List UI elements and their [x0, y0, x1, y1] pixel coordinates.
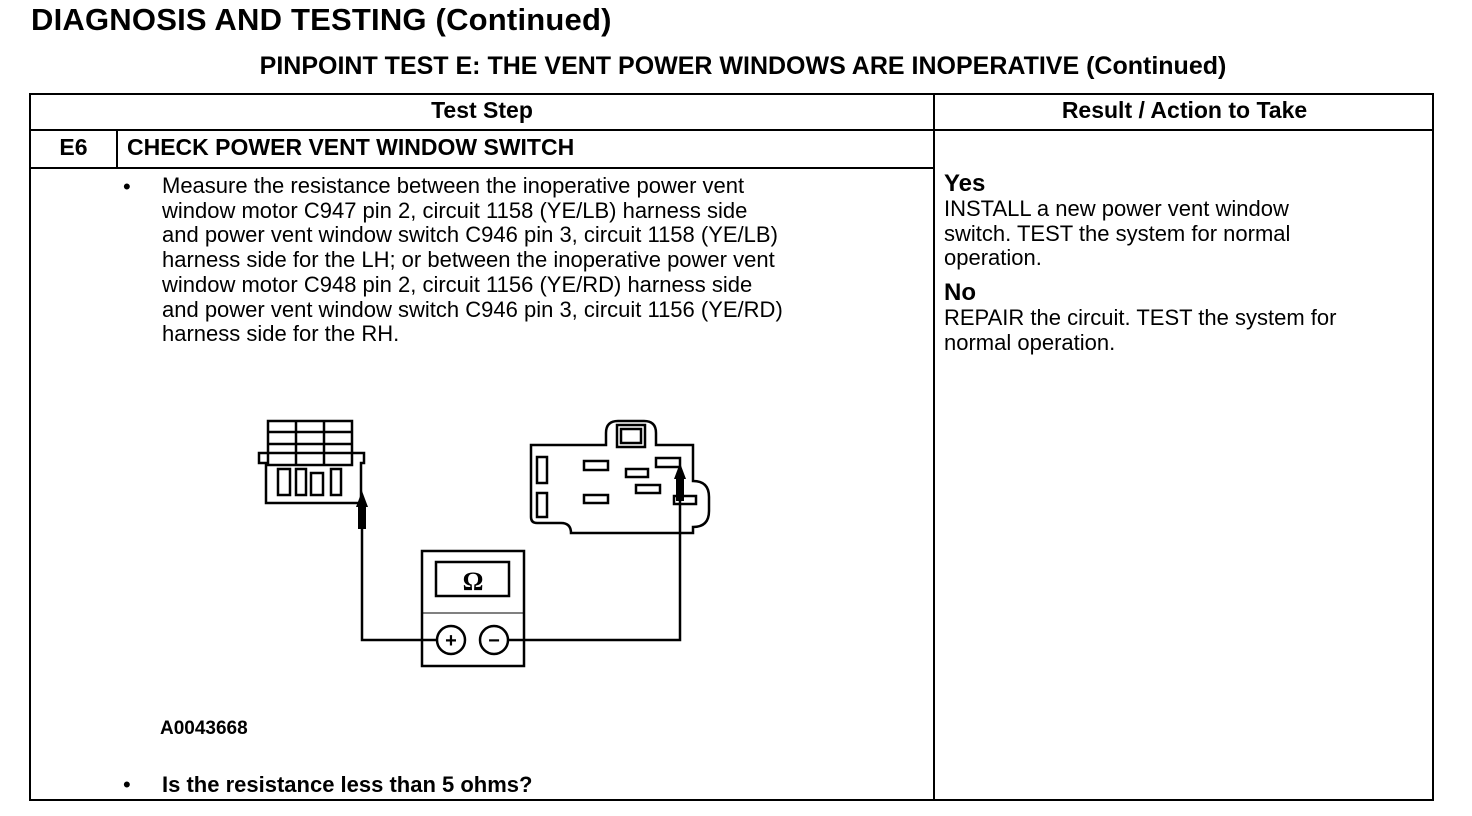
result-line: operation. [944, 245, 1042, 271]
header-result-action: Result / Action to Take [1061, 97, 1308, 123]
pinpoint-test-table [29, 93, 1434, 801]
result-line: INSTALL a new power vent window [944, 196, 1289, 221]
result-no-label: No [944, 279, 976, 306]
result-line: normal operation. [944, 329, 1116, 355]
positive-lead [362, 501, 437, 640]
instruction-line: harness side for the LH; or between the inoperative power vent [162, 247, 775, 273]
figure-id: A0043668 [160, 718, 248, 739]
instruction-line: and power vent window switch C946 pin 3, circuit 1156 (YE/RD) [162, 296, 783, 322]
column-divider [933, 95, 935, 799]
step-id: E6 [59, 134, 88, 160]
plus-terminal-symbol: + [445, 630, 457, 652]
result-yes-text [944, 197, 1424, 271]
instruction-line: harness side for the RH. [162, 321, 400, 347]
pinpoint-test-title: PINPOINT TEST E: THE VENT POWER WINDOWS ARE INOPERATIVE (Continued) [259, 52, 1227, 80]
result-no-text [944, 306, 1424, 355]
negative-lead [508, 471, 680, 640]
header-test-step: Test Step [431, 97, 533, 123]
result-yes [944, 171, 1424, 271]
instruction-line: window motor C947 pin 2, circuit 1158 (YE/LB) harness side [162, 197, 748, 223]
instruction-line: and power vent window switch C946 pin 3, circuit 1158 (YE/LB) [162, 222, 778, 248]
result-line: REPAIR the circuit. TEST the system for [944, 305, 1337, 330]
header-divider [31, 129, 1432, 131]
instruction-line: window motor C948 pin 2, circuit 1156 (YE/RD) harness side [162, 271, 753, 297]
instruction-bullet: • [123, 174, 131, 199]
minus-terminal-symbol: − [488, 630, 500, 652]
test-question: Is the resistance less than 5 ohms? [162, 772, 533, 797]
ohm-symbol: Ω [462, 567, 484, 596]
motor-connector-illustration [259, 421, 364, 503]
page-heading: DIAGNOSIS AND TESTING (Continued) [31, 2, 612, 37]
result-line: switch. TEST the system for normal [944, 220, 1291, 246]
result-yes-label: Yes [944, 170, 986, 197]
step-title: CHECK POWER VENT WINDOW SWITCH [127, 134, 575, 160]
step-title-divider [31, 167, 933, 169]
step-id-divider [116, 129, 118, 167]
instruction-line: Measure the resistance between the inoperative power vent [162, 173, 745, 198]
instruction-text [162, 174, 922, 347]
result-no [944, 280, 1424, 355]
ohmmeter-connection-diagram [231, 411, 711, 701]
probe-tips [356, 463, 686, 529]
question-bullet: • [123, 772, 131, 797]
